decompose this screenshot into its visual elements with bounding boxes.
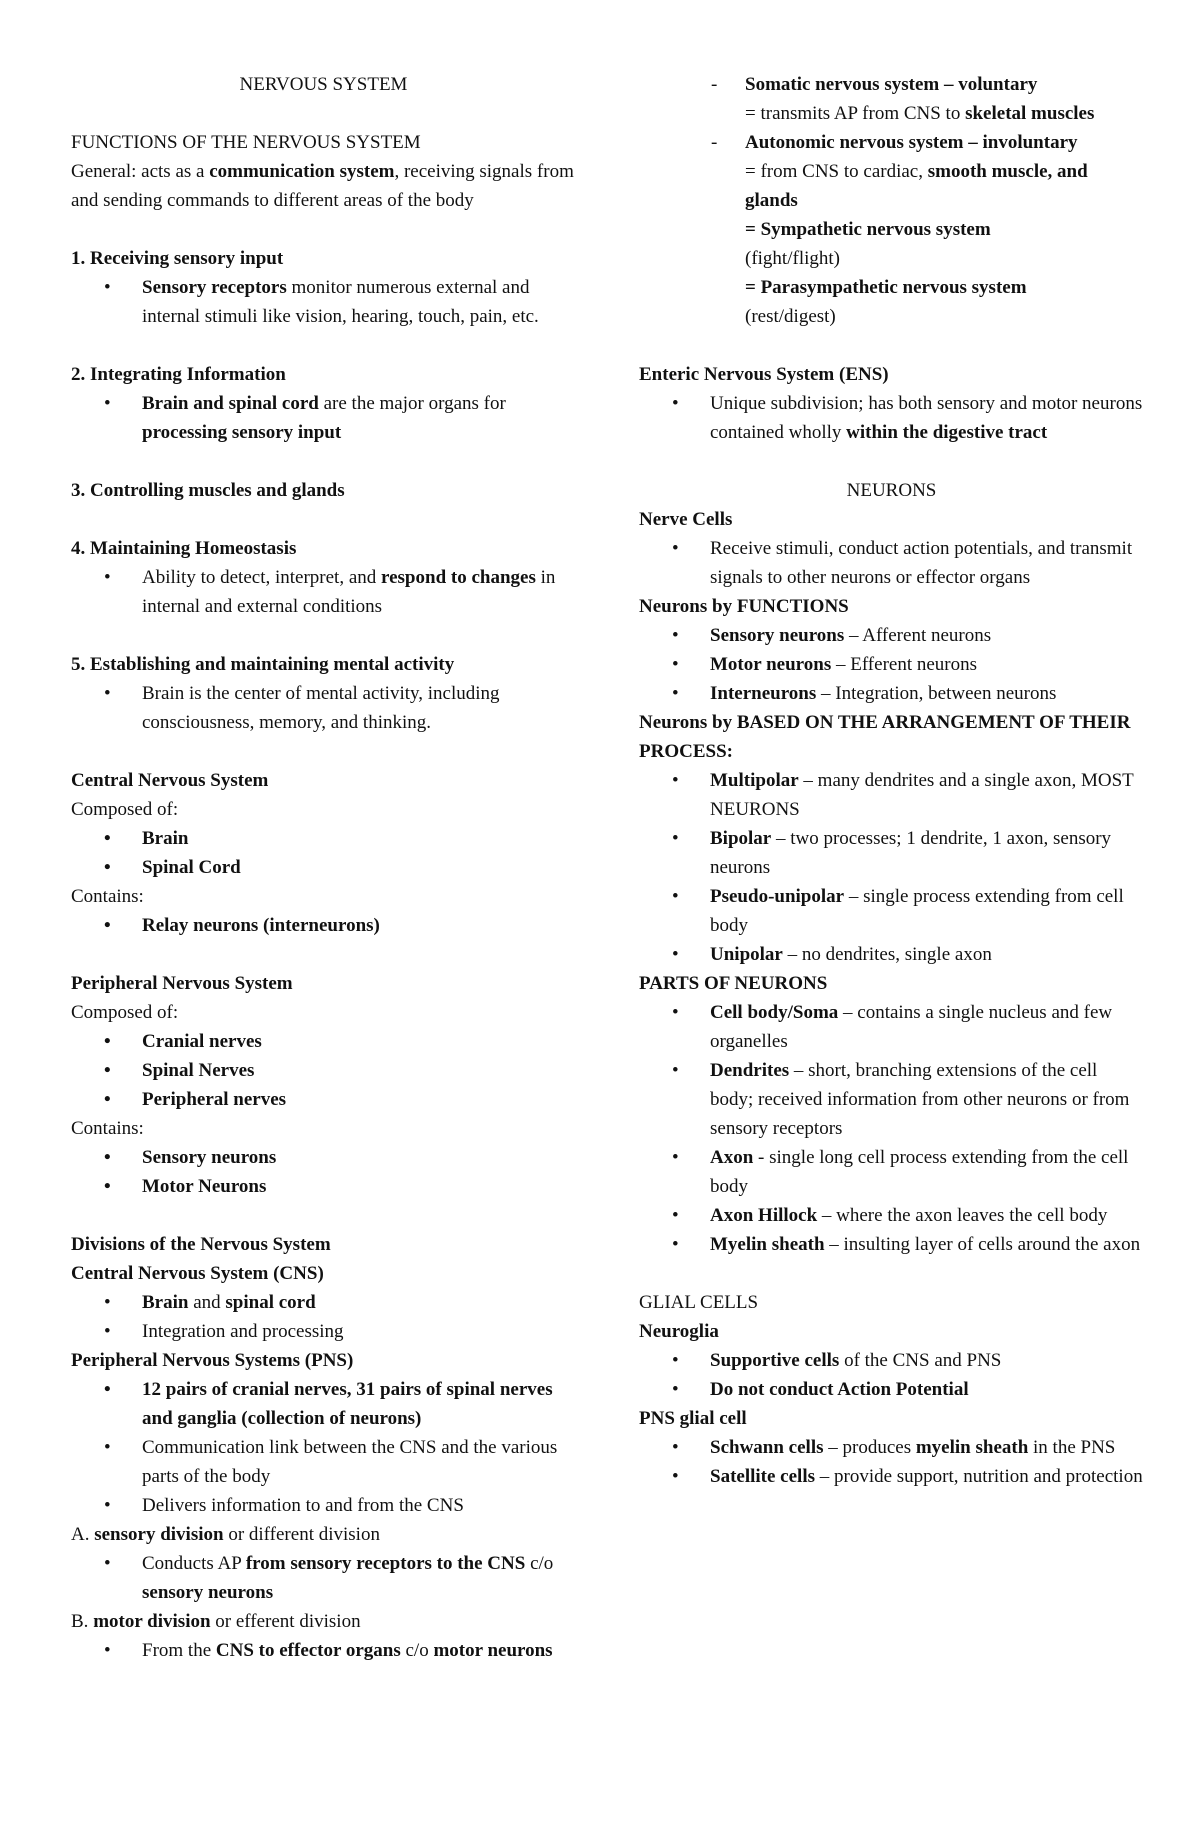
motor-division: B. motor division or efferent division bbox=[71, 1611, 361, 1632]
function-3-title: 3. Controlling muscles and glands bbox=[71, 480, 345, 501]
sensory-division: A. sensory division or different division bbox=[71, 1524, 380, 1545]
list-item: • 12 pairs of cranial nerves, 31 pairs of spinal nerves and ganglia (collection of neurons) bbox=[71, 1375, 576, 1433]
list-item: • Sensory receptors monitor numerous external and internal stimuli like vision, hearing, touch, pain, etc. bbox=[71, 273, 576, 331]
list-item: • Communication link between the CNS and the various parts of the body bbox=[71, 1433, 576, 1491]
list-item: • Brain bbox=[71, 824, 576, 853]
list-item: • Sensory neurons bbox=[71, 1143, 576, 1172]
list-item: • Motor Neurons bbox=[71, 1172, 576, 1201]
list-item: • Unipolar – no dendrites, single axon bbox=[639, 940, 1144, 969]
list-item: • Motor neurons – Efferent neurons bbox=[639, 650, 1144, 679]
list-item: • Axon Hillock – where the axon leaves the cell body bbox=[639, 1201, 1144, 1230]
list-item: • Satellite cells – provide support, nutrition and protection bbox=[639, 1462, 1144, 1491]
list-item: • Spinal Nerves bbox=[71, 1056, 576, 1085]
general-text: General: acts as a communication system, receiving signals from and sending commands to different areas of the body bbox=[71, 161, 574, 211]
cns-heading: Central Nervous System bbox=[71, 770, 269, 791]
neurons-heading: NEURONS bbox=[846, 480, 937, 501]
list-item: • Brain is the center of mental activity, including consciousness, memory, and thinking. bbox=[71, 679, 576, 737]
list-item: • Spinal Cord bbox=[71, 853, 576, 882]
list-item: • Conducts AP from sensory receptors to the CNS c/o sensory neurons bbox=[71, 1549, 576, 1607]
list-item: • Pseudo-unipolar – single process extending from cell body bbox=[639, 882, 1144, 940]
list-item: • Brain and spinal cord are the major organs for processing sensory input bbox=[71, 389, 576, 447]
pns-glial-heading: PNS glial cell bbox=[639, 1408, 747, 1429]
list-item: • Dendrites – short, branching extensions of the cell body; received information from other neurons or from sensory receptors bbox=[639, 1056, 1144, 1143]
function-4-title: 4. Maintaining Homeostasis bbox=[71, 538, 297, 559]
pns-composed: Composed of: bbox=[71, 1002, 179, 1023]
left-column bbox=[71, 70, 576, 1665]
neurons-by-arrangement-heading: Neurons by BASED ON THE ARRANGEMENT OF THEIR PROCESS: bbox=[639, 712, 1131, 762]
list-item: • Myelin sheath – insulting layer of cells around the axon bbox=[639, 1230, 1144, 1259]
pns-contains: Contains: bbox=[71, 1118, 144, 1139]
list-item: • Interneurons – Integration, between neurons bbox=[639, 679, 1144, 708]
neurons-by-function-heading: Neurons by FUNCTIONS bbox=[639, 596, 849, 617]
list-item: • Ability to detect, interpret, and respond to changes in internal and external conditions bbox=[71, 563, 576, 621]
function-1-title: 1. Receiving sensory input bbox=[71, 248, 284, 269]
list-item: • Integration and processing bbox=[71, 1317, 576, 1346]
list-item: - Somatic nervous system – voluntary = transmits AP from CNS to skeletal muscles bbox=[639, 70, 1144, 128]
function-2-title: 2. Integrating Information bbox=[71, 364, 286, 385]
list-item: • Cranial nerves bbox=[71, 1027, 576, 1056]
cns-composed: Composed of: bbox=[71, 799, 179, 820]
list-item: • Relay neurons (interneurons) bbox=[71, 911, 576, 940]
divisions-pns-heading: Peripheral Nervous Systems (PNS) bbox=[71, 1350, 354, 1371]
list-item: • Supportive cells of the CNS and PNS bbox=[639, 1346, 1144, 1375]
list-item: • Brain and spinal cord bbox=[71, 1288, 576, 1317]
list-item: - Autonomic nervous system – involuntary = from CNS to cardiac, smooth muscle, and glands = Sympathetic nervous system (fight/flight) = Parasympathetic nervous system (rest/digest) bbox=[639, 128, 1144, 331]
list-item: • Cell body/Soma – contains a single nucleus and few organelles bbox=[639, 998, 1144, 1056]
page-title: NERVOUS SYSTEM bbox=[239, 74, 408, 95]
list-item: • Schwann cells – produces myelin sheath in the PNS bbox=[639, 1433, 1144, 1462]
ens-heading: Enteric Nervous System (ENS) bbox=[639, 364, 889, 385]
list-item: • Axon - single long cell process extending from the cell body bbox=[639, 1143, 1144, 1201]
neuroglia-heading: Neuroglia bbox=[639, 1321, 719, 1342]
list-item: • Bipolar – two processes; 1 dendrite, 1 axon, sensory neurons bbox=[639, 824, 1144, 882]
list-item: • Unique subdivision; has both sensory and motor neurons contained wholly within the digestive tract bbox=[639, 389, 1144, 447]
pns-heading: Peripheral Nervous System bbox=[71, 973, 293, 994]
list-item: • Do not conduct Action Potential bbox=[639, 1375, 1144, 1404]
list-item: • Sensory neurons – Afferent neurons bbox=[639, 621, 1144, 650]
parts-of-neurons-heading: PARTS OF NEURONS bbox=[639, 973, 828, 994]
list-item: • Receive stimuli, conduct action potentials, and transmit signals to other neurons or effector organs bbox=[639, 534, 1144, 592]
list-item: • Delivers information to and from the CNS bbox=[71, 1491, 576, 1520]
functions-heading: FUNCTIONS OF THE NERVOUS SYSTEM bbox=[71, 132, 421, 153]
nerve-cells-heading: Nerve Cells bbox=[639, 509, 733, 530]
right-column bbox=[639, 70, 1144, 1491]
divisions-heading: Divisions of the Nervous System bbox=[71, 1234, 331, 1255]
function-5-title: 5. Establishing and maintaining mental activity bbox=[71, 654, 455, 675]
cns-contains: Contains: bbox=[71, 886, 144, 907]
divisions-cns-heading: Central Nervous System (CNS) bbox=[71, 1263, 324, 1284]
list-item: • From the CNS to effector organs c/o motor neurons bbox=[71, 1636, 576, 1665]
list-item: • Multipolar – many dendrites and a single axon, MOST NEURONS bbox=[639, 766, 1144, 824]
glial-heading: GLIAL CELLS bbox=[639, 1292, 759, 1313]
list-item: • Peripheral nerves bbox=[71, 1085, 576, 1114]
